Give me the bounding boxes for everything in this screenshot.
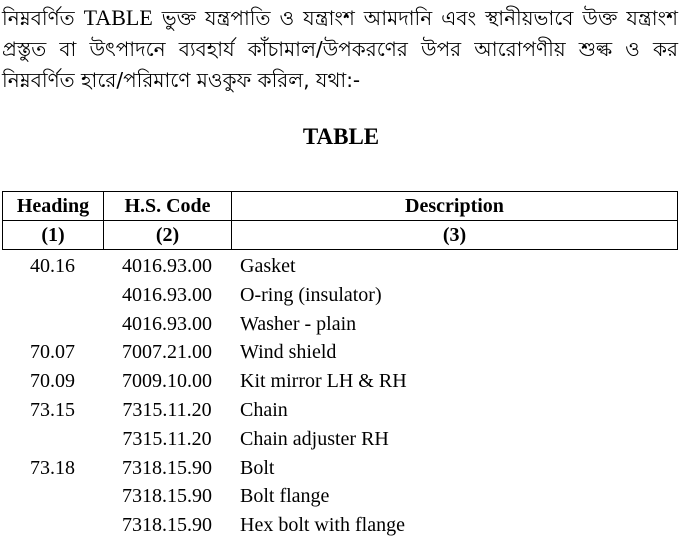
intro-text-start: নিম্নবর্ণিত [2,6,84,30]
intro-text-rest: ভুক্ত যন্ত্রপাতি ও যন্ত্রাংশ আমদানি এবং স্থানীয়ভাবে উক্ত যন্ত্রাংশ প্রস্তুত বা উৎপাদনে ব্যবহার্য কাঁচামাল/উপকরণের উপর আরোপণীয় শুল্ক ও কর নিম্নবর্ণিত হারে/পরিমাণে মওকুফ করিল, যথা:- [2,6,679,92]
row-description: Chain [240,398,288,421]
row-description: Bolt flange [240,485,330,508]
table-row [2,396,678,425]
table-title: TABLE [302,124,380,149]
row-description: Washer - plain [240,312,357,335]
row-description: Kit mirror LH & RH [240,370,407,393]
row-description: Bolt [240,456,275,479]
table-row [2,482,678,511]
table-row [2,252,678,281]
table-body [2,252,678,540]
table-row [2,281,678,310]
row-heading: 70.07 [30,341,75,364]
row-hs-code: 7007.21.00 [122,341,212,364]
header-heading: Heading [3,192,104,221]
row-description: Chain adjuster RH [240,427,389,450]
table-row [2,454,678,483]
row-description: Wind shield [240,341,337,364]
row-description: Gasket [240,255,296,277]
row-heading: 73.18 [30,456,75,479]
row-description: Hex bolt with flange [240,514,405,537]
table-header [2,191,678,250]
intro-table-word: TABLE [83,5,153,30]
row-hs-code: 7009.10.00 [122,370,212,393]
column-number-1: (1) [3,221,104,250]
row-hs-code: 7318.15.90 [122,514,212,537]
table-row [2,310,678,339]
row-heading: 73.15 [30,398,75,421]
table-row [2,338,678,367]
row-description: O-ring (insulator) [240,283,382,306]
row-hs-code: 7318.15.90 [122,485,212,508]
row-heading: 40.16 [30,255,75,277]
table-row [2,511,678,540]
row-hs-code: 7315.11.20 [122,398,212,421]
column-number-row [3,221,678,250]
column-number-3: (3) [232,221,678,250]
row-hs-code: 7315.11.20 [122,427,212,450]
row-hs-code: 7318.15.90 [122,456,212,479]
column-number-2: (2) [104,221,232,250]
row-hs-code: 4016.93.00 [122,255,212,277]
header-hs-code: H.S. Code [104,192,232,221]
row-hs-code: 4016.93.00 [122,283,212,306]
row-heading: 70.09 [30,370,75,393]
table-row [2,367,678,396]
table-row [2,425,678,454]
header-description: Description [232,192,678,221]
header-row [3,192,678,221]
row-hs-code: 4016.93.00 [122,312,212,335]
intro-paragraph [2,2,678,96]
